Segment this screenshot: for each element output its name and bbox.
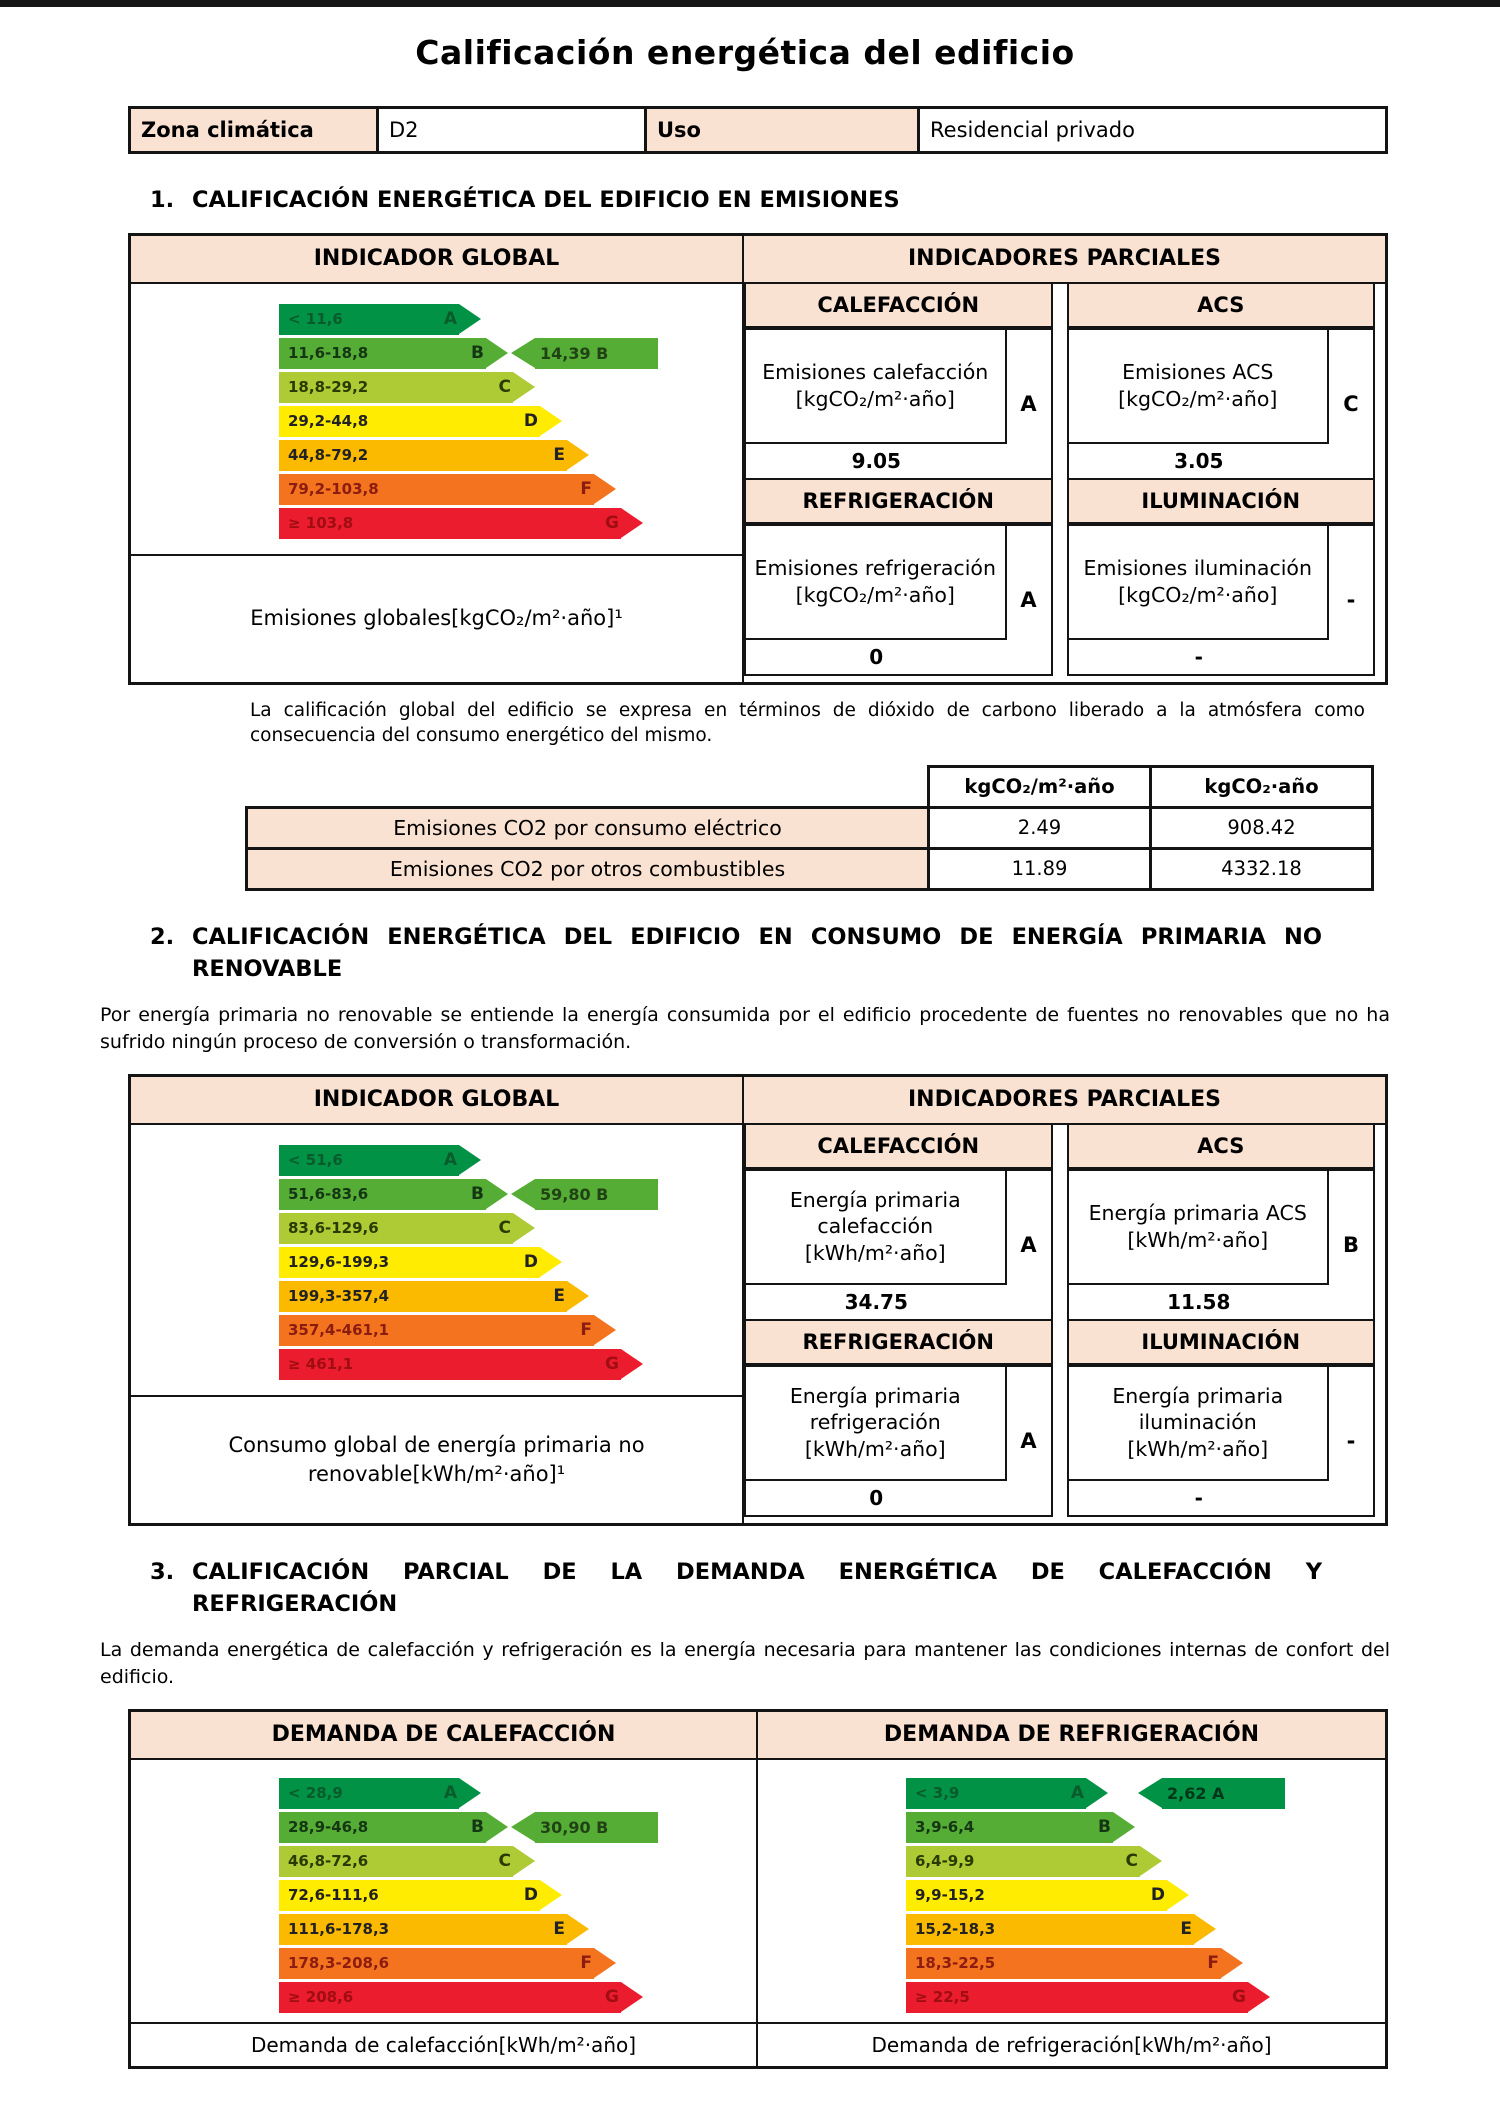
section2-heading bbox=[150, 921, 1390, 986]
scale-range-label: < 11,6 bbox=[288, 310, 343, 329]
scale-letter: A bbox=[443, 309, 457, 330]
scale-bar bbox=[906, 1880, 1167, 1911]
rating-arrow-head-icon bbox=[511, 338, 535, 368]
energy-scale-row-D bbox=[906, 1880, 1385, 1911]
global-indicator-column bbox=[131, 1077, 744, 1523]
iluminacion-header: ILUMINACIÓN bbox=[1067, 1321, 1376, 1365]
scale-range-label: 72,6-111,6 bbox=[288, 1886, 379, 1905]
energy-scale-row-F bbox=[906, 1948, 1385, 1979]
scale-letter: B bbox=[1098, 1817, 1111, 1838]
rating-arrow-label: 2,62 A bbox=[1162, 1778, 1285, 1809]
partial-indicator-blocks bbox=[744, 1125, 1385, 1523]
section3-heading bbox=[150, 1556, 1390, 1621]
scale-letter: D bbox=[1150, 1885, 1165, 1906]
scale-arrow-head-icon bbox=[459, 1145, 481, 1175]
partial-indicators-column bbox=[744, 1077, 1385, 1523]
scale-range-label: ≥ 461,1 bbox=[288, 1355, 354, 1374]
calefaccion-block bbox=[744, 328, 1053, 480]
scale-range-label: 46,8-72,6 bbox=[288, 1852, 369, 1871]
energy-scale-row-F bbox=[279, 474, 742, 505]
table-row bbox=[247, 807, 1373, 848]
calefaccion-value: 34.75 bbox=[746, 1283, 1007, 1319]
scale-arrow-head-icon bbox=[594, 1315, 616, 1345]
scale-arrow-head-icon bbox=[513, 1213, 535, 1243]
scale-range-label: 28,9-46,8 bbox=[288, 1818, 369, 1837]
iluminacion-value: - bbox=[1069, 638, 1330, 674]
scale-letter: G bbox=[605, 1987, 619, 2008]
emissions-note: La calificación global del edificio se expresa en términos de dióxido de carbono liberado a la atmósfera como consecuencia del consumo energético del mismo. bbox=[250, 699, 1365, 746]
scale-bar bbox=[906, 1914, 1194, 1945]
energy-scale-row-D bbox=[279, 1880, 756, 1911]
scale-letter: G bbox=[1232, 1987, 1246, 2008]
scale-letter: F bbox=[1207, 1953, 1219, 1974]
section1-heading bbox=[150, 184, 1390, 217]
scale-range-label: 3,9-6,4 bbox=[915, 1818, 975, 1837]
heating-demand-footer: Demanda de calefacción[kWh/m²·año] bbox=[131, 2022, 758, 2066]
scale-arrow-head-icon bbox=[621, 1982, 643, 2012]
energy-scale-row-A bbox=[279, 304, 742, 335]
scale-range-label: ≥ 22,5 bbox=[915, 1988, 970, 2007]
scale-bar bbox=[279, 508, 621, 539]
co2-emissions-table bbox=[245, 765, 1374, 891]
scale-arrow-head-icon bbox=[567, 440, 589, 470]
scale-bar bbox=[279, 1778, 459, 1809]
partial-indicator-blocks bbox=[744, 284, 1385, 682]
global-emissions-label: Emisiones globales[kgCO₂/m²·año]¹ bbox=[250, 606, 623, 631]
scale-letter: G bbox=[605, 1354, 619, 1375]
co2-row1-value2: 908.42 bbox=[1151, 807, 1373, 848]
zona-climatica-label: Zona climática bbox=[130, 108, 378, 153]
scale-bar bbox=[279, 304, 459, 335]
acs-letter: B bbox=[1342, 1232, 1359, 1257]
demand-rating-table bbox=[128, 1709, 1388, 2069]
scale-range-label: 83,6-129,6 bbox=[288, 1219, 379, 1238]
energy-scale-row-E bbox=[279, 1914, 756, 1945]
energy-scale-row-C bbox=[279, 1213, 742, 1244]
global-consumption-label: Consumo global de energía primaria no renovable[kWh/m²·año]¹ bbox=[228, 1433, 645, 1486]
scale-bar bbox=[906, 1982, 1248, 2013]
scale-letter: G bbox=[605, 513, 619, 534]
scale-range-label: < 28,9 bbox=[288, 1784, 343, 1803]
section3-number: 3. bbox=[150, 1558, 175, 1585]
scale-bar bbox=[279, 1982, 621, 2013]
scale-letter: D bbox=[523, 1885, 538, 1906]
energy-scale-row-G bbox=[279, 1982, 756, 2013]
scale-arrow-head-icon bbox=[594, 1948, 616, 1978]
energy-scale bbox=[906, 1778, 1385, 2013]
scale-arrow-head-icon bbox=[1113, 1812, 1135, 1842]
scale-letter: E bbox=[553, 1286, 565, 1307]
building-meta-table bbox=[128, 106, 1388, 154]
section3-intro: La demanda energética de calefacción y refrigeración es la energía necesaria para mantener las condiciones internas de confort del edificio. bbox=[100, 1639, 1390, 1688]
scale-letter: F bbox=[580, 1320, 592, 1341]
zona-climatica-value: D2 bbox=[378, 108, 646, 153]
scale-arrow-head-icon bbox=[621, 508, 643, 538]
energy-scale-row-C bbox=[279, 372, 742, 403]
refrigeracion-header: REFRIGERACIÓN bbox=[744, 480, 1053, 524]
cooling-demand-scale-cell bbox=[758, 1760, 1385, 2022]
scale-range-label: 111,6-178,3 bbox=[288, 1920, 390, 1939]
co2-col2-header: kgCO₂·año bbox=[1151, 766, 1373, 807]
energy-scale bbox=[279, 304, 742, 539]
scale-bar bbox=[906, 1778, 1086, 1809]
co2-row1-label: Emisiones CO2 por consumo eléctrico bbox=[247, 807, 929, 848]
iluminacion-label: Energía primaria iluminación [kWh/m²·año] bbox=[1069, 1367, 1330, 1479]
scale-letter: F bbox=[580, 479, 592, 500]
energy-scale-row-E bbox=[279, 440, 742, 471]
scale-arrow-head-icon bbox=[1194, 1914, 1216, 1944]
scale-arrow-head-icon bbox=[459, 304, 481, 334]
refrigeracion-block bbox=[744, 524, 1053, 676]
scale-bar bbox=[906, 1948, 1221, 1979]
scale-range-label: 11,6-18,8 bbox=[288, 344, 369, 363]
calefaccion-block bbox=[744, 1169, 1053, 1321]
scale-arrow-head-icon bbox=[459, 1778, 481, 1808]
acs-block bbox=[1067, 1169, 1376, 1321]
calefaccion-refrigeracion-column bbox=[744, 284, 1053, 676]
iluminacion-block bbox=[1067, 1365, 1376, 1517]
calefaccion-letter: A bbox=[1020, 1232, 1037, 1257]
scale-letter: D bbox=[523, 1252, 538, 1273]
refrigeracion-value: 0 bbox=[746, 1479, 1007, 1515]
refrigeracion-letter: A bbox=[1020, 1428, 1037, 1453]
primary-energy-rating-table bbox=[128, 1074, 1388, 1526]
scale-arrow-head-icon bbox=[540, 406, 562, 436]
scale-range-label: 29,2-44,8 bbox=[288, 412, 369, 431]
scale-letter: B bbox=[471, 343, 484, 364]
section3-heading-text: CALIFICACIÓN PARCIAL DE LA DEMANDA ENERGÉTICA DE CALEFACCIÓN Y REFRIGERACIÓN bbox=[192, 1558, 1322, 1618]
demanda-refrigeracion-header: DEMANDA DE REFRIGERACIÓN bbox=[758, 1712, 1385, 1760]
indicador-global-header: INDICADOR GLOBAL bbox=[131, 236, 742, 284]
energy-scale-row-C bbox=[279, 1846, 756, 1877]
scale-arrow-head-icon bbox=[486, 1179, 508, 1209]
energy-scale-row-D bbox=[279, 1247, 742, 1278]
scale-range-label: 9,9-15,2 bbox=[915, 1886, 985, 1905]
scale-range-label: 15,2-18,3 bbox=[915, 1920, 996, 1939]
refrigeracion-block bbox=[744, 1365, 1053, 1517]
scale-arrow-head-icon bbox=[513, 372, 535, 402]
calefaccion-letter: A bbox=[1020, 391, 1037, 416]
cooling-demand-footer: Demanda de refrigeración[kWh/m²·año] bbox=[758, 2022, 1385, 2066]
scale-range-label: 6,4-9,9 bbox=[915, 1852, 975, 1871]
demand-footer-row bbox=[131, 2022, 1385, 2066]
acs-label: Emisiones ACS [kgCO₂/m²·año] bbox=[1069, 330, 1330, 442]
section1-number: 1. bbox=[150, 187, 175, 213]
acs-iluminacion-column bbox=[1067, 284, 1376, 676]
scale-arrow-head-icon bbox=[1086, 1778, 1108, 1808]
energy-scale-row-B bbox=[906, 1812, 1385, 1843]
acs-value: 11.58 bbox=[1069, 1283, 1330, 1319]
iluminacion-letter: - bbox=[1346, 587, 1356, 612]
certificate-page bbox=[0, 7, 1500, 2109]
scale-range-label: < 51,6 bbox=[288, 1151, 343, 1170]
energy-scale-row-G bbox=[906, 1982, 1385, 2013]
energy-scale-row-E bbox=[279, 1281, 742, 1312]
acs-iluminacion-column bbox=[1067, 1125, 1376, 1517]
scale-arrow-head-icon bbox=[1140, 1846, 1162, 1876]
scale-range-label: ≥ 208,6 bbox=[288, 1988, 354, 2007]
scale-arrow-head-icon bbox=[1248, 1982, 1270, 2012]
rating-arrow-head-icon bbox=[1138, 1778, 1162, 1808]
uso-value: Residencial privado bbox=[919, 108, 1387, 153]
table-row bbox=[130, 108, 1387, 153]
energy-scale-row-F bbox=[279, 1948, 756, 1979]
calefaccion-header: CALEFACCIÓN bbox=[744, 1125, 1053, 1169]
energy-scale-row-F bbox=[279, 1315, 742, 1346]
scale-arrow-head-icon bbox=[486, 338, 508, 368]
scale-arrow-head-icon bbox=[567, 1914, 589, 1944]
scale-letter: B bbox=[471, 1817, 484, 1838]
scale-bar bbox=[279, 440, 567, 471]
rating-arrow bbox=[511, 1812, 658, 1843]
scale-range-label: 18,8-29,2 bbox=[288, 378, 369, 397]
iluminacion-letter: - bbox=[1346, 1428, 1356, 1453]
refrigeracion-value: 0 bbox=[746, 638, 1007, 674]
scale-letter: E bbox=[553, 445, 565, 466]
scale-range-label: 51,6-83,6 bbox=[288, 1185, 369, 1204]
iluminacion-header: ILUMINACIÓN bbox=[1067, 480, 1376, 524]
primary-energy-scale-cell bbox=[131, 1125, 742, 1397]
scale-bar bbox=[279, 406, 540, 437]
empty-cell bbox=[247, 766, 929, 807]
scale-bar bbox=[279, 1247, 540, 1278]
rating-arrow bbox=[1138, 1778, 1285, 1809]
refrigeracion-label: Energía primaria refrigeración [kWh/m²·año] bbox=[746, 1367, 1007, 1479]
iluminacion-value: - bbox=[1069, 1479, 1330, 1515]
scale-letter: D bbox=[523, 411, 538, 432]
energy-scale bbox=[279, 1778, 756, 2013]
scale-letter: A bbox=[443, 1783, 457, 1804]
scale-bar bbox=[279, 1281, 567, 1312]
scale-bar bbox=[279, 338, 486, 369]
scale-bar bbox=[279, 1145, 459, 1176]
section1-heading-text: CALIFICACIÓN ENERGÉTICA DEL EDIFICIO EN EMISIONES bbox=[192, 187, 900, 213]
calefaccion-label: Energía primaria calefacción [kWh/m²·año] bbox=[746, 1171, 1007, 1283]
scale-letter: B bbox=[471, 1184, 484, 1205]
calefaccion-header: CALEFACCIÓN bbox=[744, 284, 1053, 328]
scale-letter: C bbox=[498, 1218, 511, 1239]
scale-range-label: 79,2-103,8 bbox=[288, 480, 379, 499]
scale-range-label: ≥ 103,8 bbox=[288, 514, 354, 533]
energy-scale-row-G bbox=[279, 1349, 742, 1380]
energy-scale-row-C bbox=[906, 1846, 1385, 1877]
rating-arrow bbox=[511, 1179, 658, 1210]
energy-scale-row-A bbox=[279, 1778, 756, 1809]
scale-arrow-head-icon bbox=[567, 1281, 589, 1311]
rating-arrow bbox=[511, 338, 658, 369]
iluminacion-block bbox=[1067, 524, 1376, 676]
scale-arrow-head-icon bbox=[540, 1880, 562, 1910]
energy-scale-row-E bbox=[906, 1914, 1385, 1945]
scale-arrow-head-icon bbox=[1167, 1880, 1189, 1910]
demand-header-row bbox=[131, 1712, 1385, 1760]
scale-letter: E bbox=[1180, 1919, 1192, 1940]
scale-bar bbox=[279, 1846, 513, 1877]
calefaccion-label: Emisiones calefacción [kgCO₂/m²·año] bbox=[746, 330, 1007, 442]
global-indicator-column bbox=[131, 236, 744, 682]
heating-demand-scale-cell bbox=[131, 1760, 758, 2022]
acs-letter: C bbox=[1343, 391, 1359, 416]
scale-letter: C bbox=[498, 377, 511, 398]
scale-range-label: 357,4-461,1 bbox=[288, 1321, 390, 1340]
table-row bbox=[247, 766, 1373, 807]
scale-range-label: 18,3-22,5 bbox=[915, 1954, 996, 1973]
table-row bbox=[247, 848, 1373, 889]
scale-bar bbox=[279, 1914, 567, 1945]
scale-bar bbox=[279, 1179, 486, 1210]
indicadores-parciales-header: INDICADORES PARCIALES bbox=[744, 236, 1385, 284]
emissions-scale-cell bbox=[131, 284, 742, 556]
refrigeracion-header: REFRIGERACIÓN bbox=[744, 1321, 1053, 1365]
calefaccion-value: 9.05 bbox=[746, 442, 1007, 478]
scale-arrow-head-icon bbox=[1221, 1948, 1243, 1978]
section2-number: 2. bbox=[150, 923, 175, 950]
co2-row2-value2: 4332.18 bbox=[1151, 848, 1373, 889]
window-top-edge bbox=[0, 0, 1500, 7]
rating-arrow-head-icon bbox=[511, 1812, 535, 1842]
scale-bar bbox=[279, 1213, 513, 1244]
page-title: Calificación energética del edificio bbox=[415, 33, 1075, 72]
scale-range-label: 129,6-199,3 bbox=[288, 1253, 390, 1272]
co2-row2-value1: 11.89 bbox=[929, 848, 1151, 889]
scale-arrow-head-icon bbox=[540, 1247, 562, 1277]
scale-range-label: < 3,9 bbox=[915, 1784, 960, 1803]
emissions-rating-table bbox=[128, 233, 1388, 685]
rating-arrow-label: 59,80 B bbox=[535, 1179, 658, 1210]
co2-row1-value1: 2.49 bbox=[929, 807, 1151, 848]
energy-scale-row-G bbox=[279, 508, 742, 539]
acs-block bbox=[1067, 328, 1376, 480]
scale-bar bbox=[906, 1812, 1113, 1843]
scale-arrow-head-icon bbox=[513, 1846, 535, 1876]
scale-bar bbox=[279, 1948, 594, 1979]
scale-bar bbox=[279, 1812, 486, 1843]
scale-letter: C bbox=[1125, 1851, 1138, 1872]
acs-header: ACS bbox=[1067, 284, 1376, 328]
scale-range-label: 178,3-208,6 bbox=[288, 1954, 390, 1973]
indicadores-parciales-header: INDICADORES PARCIALES bbox=[744, 1077, 1385, 1125]
section2-intro: Por energía primaria no renovable se entiende la energía consumida por el edificio procedente de fuentes no renovables que no ha sufrido ningún proceso de conversión o transformación. bbox=[100, 1003, 1390, 1053]
indicador-global-header: INDICADOR GLOBAL bbox=[131, 1077, 742, 1125]
section2-heading-text: CALIFICACIÓN ENERGÉTICA DEL EDIFICIO EN CONSUMO DE ENERGÍA PRIMARIA NO RENOVABLE bbox=[192, 923, 1322, 983]
scale-arrow-head-icon bbox=[486, 1812, 508, 1842]
co2-row2-label: Emisiones CO2 por otros combustibles bbox=[247, 848, 929, 889]
co2-col1-header: kgCO₂/m²·año bbox=[929, 766, 1151, 807]
scale-bar bbox=[279, 372, 513, 403]
energy-scale-row-A bbox=[279, 1145, 742, 1176]
scale-arrow-head-icon bbox=[594, 474, 616, 504]
energy-scale-row-D bbox=[279, 406, 742, 437]
scale-letter: A bbox=[443, 1150, 457, 1171]
acs-value: 3.05 bbox=[1069, 442, 1330, 478]
iluminacion-label: Emisiones iluminación [kgCO₂/m²·año] bbox=[1069, 526, 1330, 638]
scale-letter: E bbox=[553, 1919, 565, 1940]
scale-letter: F bbox=[580, 1953, 592, 1974]
demanda-calefaccion-header: DEMANDA DE CALEFACCIÓN bbox=[131, 1712, 758, 1760]
scale-letter: C bbox=[498, 1851, 511, 1872]
refrigeracion-letter: A bbox=[1020, 587, 1037, 612]
scale-range-label: 44,8-79,2 bbox=[288, 446, 369, 465]
scale-bar bbox=[279, 1349, 621, 1380]
scale-bar bbox=[279, 474, 594, 505]
uso-label: Uso bbox=[646, 108, 919, 153]
rating-arrow-head-icon bbox=[511, 1179, 535, 1209]
rating-arrow-label: 30,90 B bbox=[535, 1812, 658, 1843]
calefaccion-refrigeracion-column bbox=[744, 1125, 1053, 1517]
acs-header: ACS bbox=[1067, 1125, 1376, 1169]
scale-letter: A bbox=[1070, 1783, 1084, 1804]
scale-arrow-head-icon bbox=[621, 1349, 643, 1379]
scale-bar bbox=[279, 1880, 540, 1911]
acs-label: Energía primaria ACS [kWh/m²·año] bbox=[1069, 1171, 1330, 1283]
refrigeracion-label: Emisiones refrigeración [kgCO₂/m²·año] bbox=[746, 526, 1007, 638]
partial-indicators-column bbox=[744, 236, 1385, 682]
scale-bar bbox=[279, 1315, 594, 1346]
scale-range-label: 199,3-357,4 bbox=[288, 1287, 390, 1306]
demand-scale-row bbox=[131, 1760, 1385, 2022]
scale-bar bbox=[906, 1846, 1140, 1877]
energy-scale bbox=[279, 1145, 742, 1380]
rating-arrow-label: 14,39 B bbox=[535, 338, 658, 369]
